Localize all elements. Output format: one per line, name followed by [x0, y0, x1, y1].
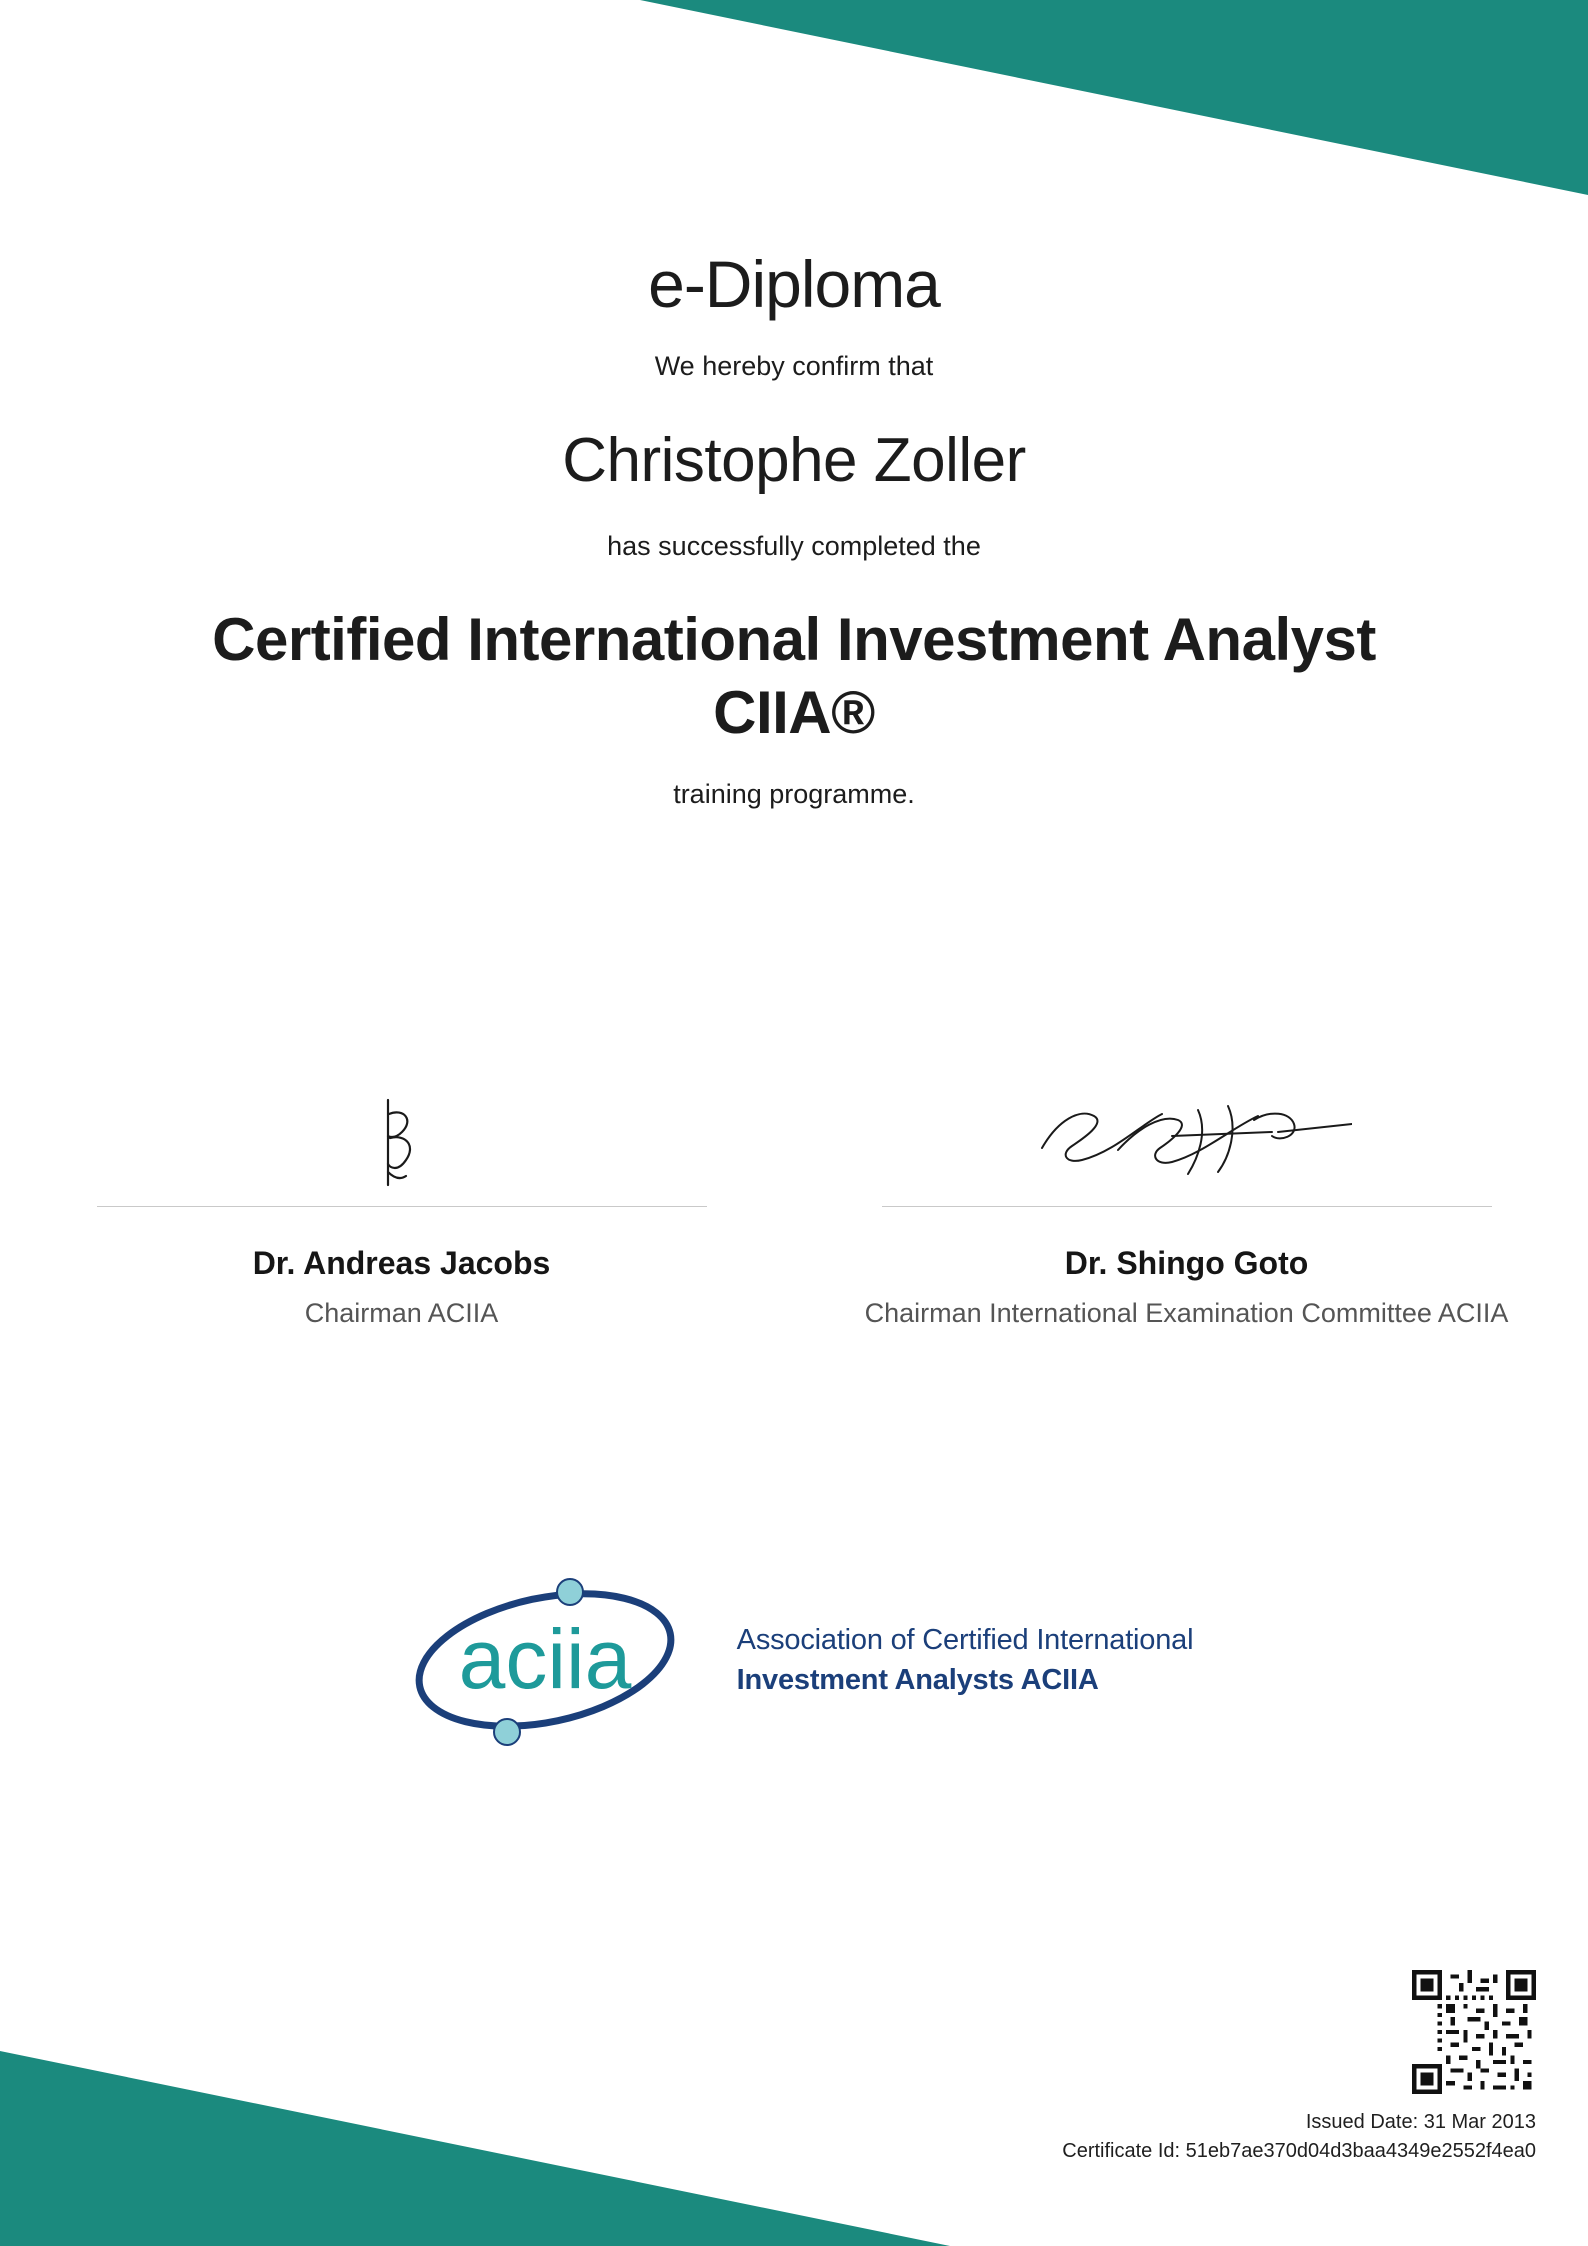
- decorative-top-banner: [0, 0, 1588, 210]
- signature-block-chairman-examination: [862, 1070, 1512, 1332]
- signature-rule: [882, 1206, 1492, 1207]
- organisation-logo-section: [0, 1560, 1588, 1760]
- recipient-name: Christophe Zoller: [562, 426, 1026, 496]
- organisation-name-line-1: Association of Certified International: [736, 1623, 1194, 1656]
- confirmation-line: We hereby confirm that: [654, 351, 934, 382]
- completion-line: has successfully completed the: [607, 531, 981, 562]
- page-title: e-Diploma: [648, 247, 940, 321]
- signature-section: [0, 1070, 1588, 1332]
- signatory-name: Dr. Shingo Goto: [1064, 1245, 1309, 1281]
- issued-date: Issued Date: 31 Mar 2013: [1305, 2111, 1536, 2133]
- handwritten-signature-icon: [77, 1070, 727, 1200]
- aciia-logo-icon: [395, 1560, 695, 1760]
- signature-block-chairman-aciia: [77, 1070, 727, 1332]
- signatory-name: Dr. Andreas Jacobs: [252, 1245, 551, 1281]
- signatory-role: Chairman ACIIA: [304, 1298, 499, 1328]
- programme-name: Certified International Investment Analyst CIIA®: [212, 605, 1376, 746]
- qr-code-icon: [1412, 1970, 1536, 2094]
- certificate-id: Certificate Id: 51eb7ae370d04d3baa4349e2552f4ea0: [1062, 2140, 1536, 2162]
- signature-rule: [97, 1206, 707, 1207]
- signatory-role: Chairman International Examination Committee ACIIA: [864, 1298, 1509, 1328]
- programme-suffix: training programme.: [673, 778, 915, 809]
- handwritten-signature-icon: [862, 1070, 1512, 1200]
- organisation-name-line-2: Investment Analysts ACIIA: [736, 1664, 1099, 1696]
- certificate-footer: [1062, 2108, 1536, 2166]
- certificate-body: [0, 247, 1588, 810]
- organisation-name: [737, 1620, 1194, 1700]
- svg-text:aciia: aciia: [458, 1612, 632, 1706]
